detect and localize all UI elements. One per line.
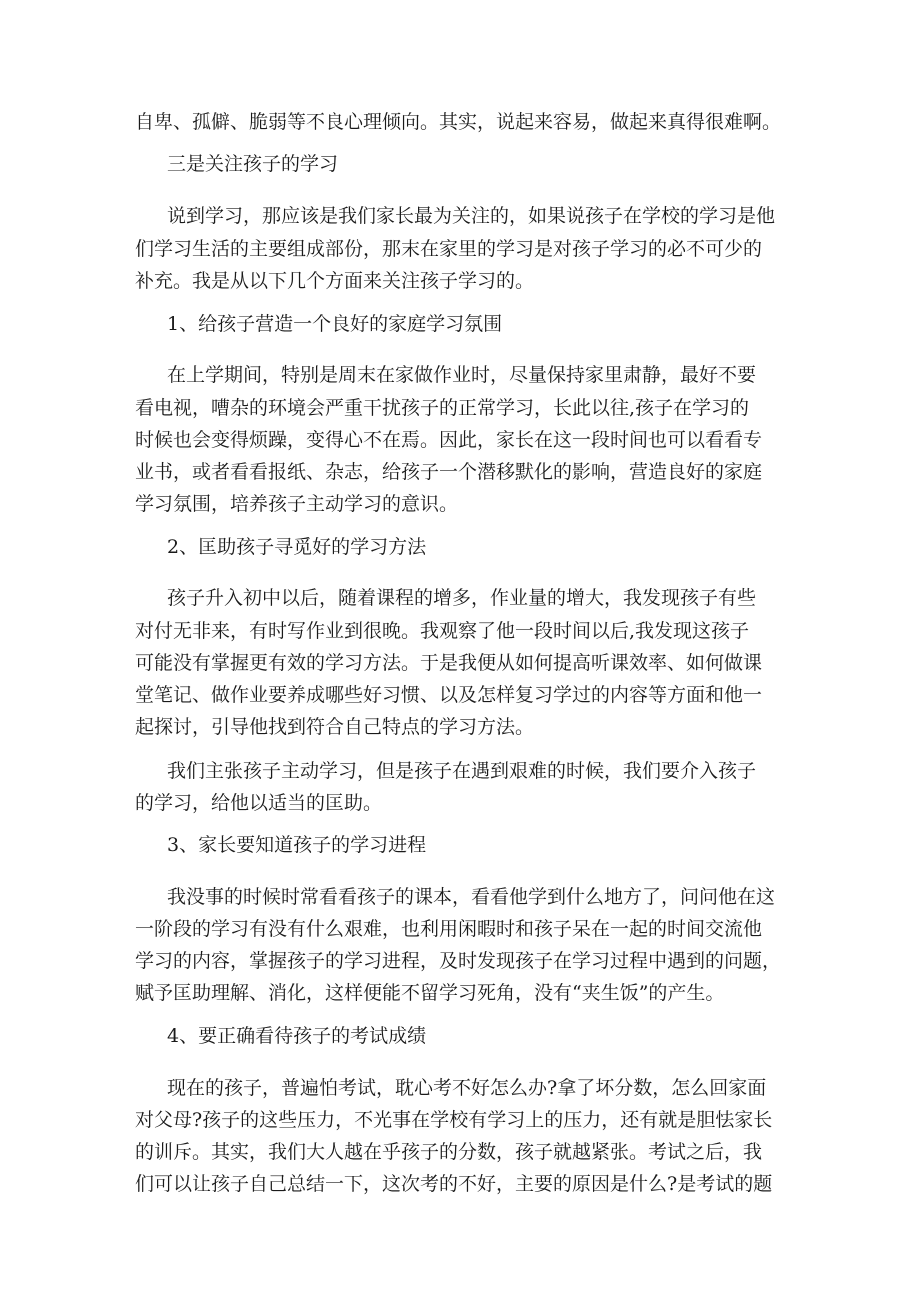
text-line: 业书，或者看看报纸、杂志，给孩子一个潜移默化的影响，营造良好的家庭: [135, 461, 763, 483]
text-line: 一阶段的学习有没有什么艰难，也利用闲暇时和孩子呆在一起的时间交流他: [135, 918, 763, 940]
text-line: 看电视，嘈杂的环境会严重干扰孩子的正常学习，长此以往,孩子在学习的: [135, 397, 750, 419]
text-line: 补充。我是从以下几个方面来关注孩子学习的。: [135, 270, 535, 292]
text-line: 我们主张孩子主动学习，但是孩子在遇到艰难的时候，我们要介入孩子: [167, 760, 757, 782]
text-line: 赋予匡助理解、消化，这样便能不留学习死角，没有“夹生饭”的产生。: [135, 982, 725, 1004]
text-line: 的训斥。其实，我们大人越在乎孩子的分数，孩子就越紧张。考试之后，我: [135, 1141, 763, 1163]
text-line: 在上学期间，特别是周末在家做作业时，尽量保持家里肃静，最好不要: [167, 364, 757, 386]
text-line: 时候也会变得烦躁，变得心不在焉。因此，家长在这一段时间也可以看看专: [135, 429, 763, 451]
text-line: 学习的内容，掌握孩子的学习进程，及时发现孩子在学习过程中遇到的问题，: [135, 950, 782, 972]
text-line: 们可以让孩子自己总结一下，这次考的不好，主要的原因是什么?是考试的题: [135, 1173, 773, 1195]
subheading: 4、要正确看待孩子的考试成绩: [167, 1025, 427, 1047]
text-line: 自卑、孤僻、脆弱等不良心理倾向。其实，说起来容易，做起来真得很难啊。: [135, 111, 782, 133]
subheading: 1、给孩子营造一个良好的家庭学习氛围: [167, 313, 503, 335]
subheading: 2、匡助孩子寻觅好的学习方法: [167, 536, 427, 558]
text-line: 现在的孩子，普遍怕考试，耽心考不好怎么办?拿了坏分数，怎么回家面: [167, 1077, 767, 1099]
text-line: 对付无非来，有时写作业到很晚。我观察了他一段时间以后,我发现这孩子: [135, 620, 750, 642]
text-line: 堂笔记、做作业要养成哪些好习惯、以及怎样复习学过的内容等方面和他一: [135, 684, 763, 706]
text-line: 说到学习，那应该是我们家长最为关注的，如果说孩子在学校的学习是他: [167, 205, 776, 227]
text-line: 的学习，给他以适当的匡助。: [135, 792, 383, 814]
text-line: 可能没有掌握更有效的学习方法。于是我便从如何提高听课效率、如何做课: [135, 652, 763, 674]
text-line: 孩子升入初中以后，随着课程的增多，作业量的增大，我发现孩子有些: [167, 587, 757, 609]
text-line: 起探讨，引导他找到符合自己特点的学习方法。: [135, 716, 535, 738]
text-line: 们学习生活的主要组成部份，那末在家里的学习是对孩子学习的必不可少的: [135, 238, 763, 260]
text-line: 对父母?孩子的这些压力，不光事在学校有学习上的压力，还有就是胆怯家长: [135, 1109, 773, 1131]
text-line: 学习氛围，培养孩子主动学习的意识。: [135, 493, 459, 515]
section-heading: 三是关注孩子的学习: [167, 153, 339, 175]
text-line: 我没事的时候时常看看孩子的课本，看看他学到什么地方了，问问他在这: [167, 886, 776, 908]
subheading: 3、家长要知道孩子的学习进程: [167, 834, 427, 856]
